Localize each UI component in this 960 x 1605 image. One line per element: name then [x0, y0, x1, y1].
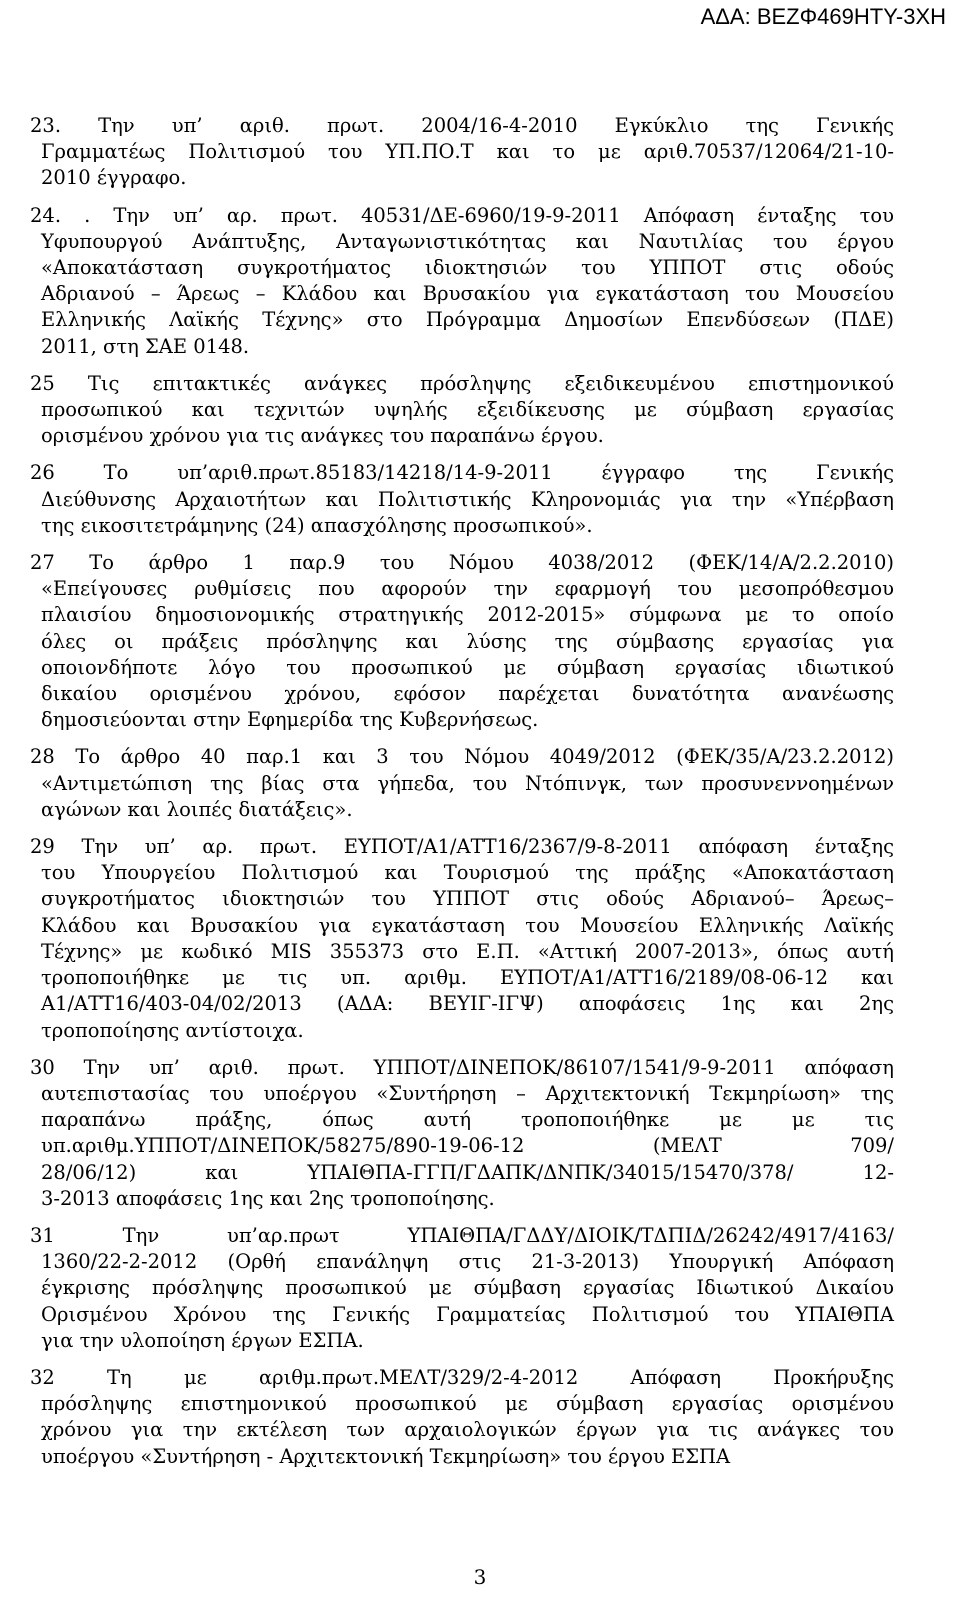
- item-line: πρόσληψης επιστημονικού προσωπικού με σύμβαση εργασίας ορισμένου: [41, 1392, 894, 1416]
- item-line: πλαισίου δημοσιονομικής στρατηγικής 2012-2015» σύμφωνα με το οποίο: [41, 603, 894, 627]
- item-line: Α1/ΑΤΤ16/403-04/02/2013 (ΑΔΑ: ΒΕΥΙΓ-ΙΓΨ) αποφάσεις 1ης και 2ης: [41, 992, 894, 1016]
- item-line: τροποποιήθηκε με τις υπ. αριθμ. ΕΥΠΟΤ/Α1/ΑΤΤ16/2189/08-06-12 και: [41, 966, 894, 990]
- item-line: τροποποίησης αντίστοιχα.: [41, 1018, 304, 1042]
- item-line: 28/06/12) και ΥΠΑΙΘΠΑ-ΓΓΠ/ΓΔΑΠΚ/ΔΝΠΚ/34015/15470/378/ 12-: [41, 1160, 894, 1184]
- item-first-line: 24. . Την υπ’ αρ. πρωτ. 40531/ΔΕ-6960/19-9-2011 Απόφαση ένταξης του: [30, 203, 894, 227]
- item-line: «Αντιμετώπιση της βίας στα γήπεδα, του Ντόπινγκ, των προσυνεννοημένων: [41, 771, 894, 795]
- item-line: Ελληνικής Λαϊκής Τέχνης» στο Πρόγραμμα Δημοσίων Επενδύσεων (ΠΔΕ): [41, 308, 894, 332]
- numbered-item: [30, 371, 894, 450]
- numbered-item: [30, 744, 894, 823]
- item-line: έγκρισης πρόσληψης προσωπικού με σύμβαση εργασίας Ιδιωτικού Δικαίου: [41, 1276, 894, 1300]
- item-line: Γραμματέως Πολιτισμού του ΥΠ.ΠΟ.Τ και το με αριθ.70537/12064/21-10-: [41, 140, 894, 164]
- item-line: δημοσιεύονται στην Εφημερίδα της Κυβερνήσεως.: [41, 708, 539, 732]
- item-line: οποιονδήποτε λόγο του προσωπικού με σύμβαση εργασίας ιδιωτικού: [41, 655, 894, 679]
- numbered-item: [30, 203, 894, 360]
- item-line: υπ.αριθμ.ΥΠΠΟΤ/ΔΙΝΕΠΟΚ/58275/890-19-06-12 (ΜΕΛΤ 709/: [41, 1134, 894, 1158]
- item-line: 2010 έγγραφο.: [41, 166, 187, 190]
- item-line: της εικοσιτετράμηνης (24) απασχόλησης προσωπικού».: [41, 513, 593, 537]
- item-line: χρόνου για την εκτέλεση των αρχαιολογικών έργων για τις ανάγκες του: [41, 1418, 894, 1442]
- item-line: αγώνων και λοιπές διατάξεις».: [41, 797, 353, 821]
- document-body: [30, 113, 894, 1481]
- item-line: «Αποκατάσταση συγκροτήματος ιδιοκτησιών του ΥΠΠΟΤ στις οδούς: [41, 256, 894, 280]
- numbered-item: [30, 1223, 894, 1354]
- item-line: δικαίου ορισμένου χρόνου, εφόσον παρέχεται δυνατότητα ανανέωσης: [41, 682, 894, 706]
- item-line: Διεύθυνσης Αρχαιοτήτων και Πολιτιστικής Κληρονομιάς για την «Υπέρβαση: [41, 487, 894, 511]
- item-line: Αδριανού – Άρεως – Κλάδου και Βρυσακίου για εγκατάσταση του Μουσείου: [41, 282, 894, 306]
- item-line: Τέχνης» με κωδικό MIS 355373 στο Ε.Π. «Αττική 2007-2013», όπως αυτή: [41, 939, 894, 963]
- item-line: Υφυπουργού Ανάπτυξης, Ανταγωνιστικότητας και Ναυτιλίας του έργου: [41, 229, 894, 253]
- page-number: 3: [473, 1565, 487, 1589]
- numbered-item: [30, 1055, 894, 1212]
- item-first-line: 25 Τις επιτακτικές ανάγκες πρόσληψης εξειδικευμένου επιστημονικού: [30, 371, 894, 395]
- item-line: παραπάνω πράξης, όπως αυτή τροποποιήθηκε με με τις: [41, 1108, 894, 1132]
- numbered-item: [30, 550, 894, 733]
- item-line: συγκροτήματος ιδιοκτησιών του ΥΠΠΟΤ στις οδούς Αδριανού– Άρεως–: [41, 887, 894, 911]
- item-line: 1360/22-2-2012 (Ορθή επανάληψη στις 21-3-2013) Υπουργική Απόφαση: [41, 1250, 894, 1274]
- item-line: προσωπικού και τεχνιτών υψηλής εξειδίκευσης με σύμβαση εργασίας: [41, 398, 894, 422]
- item-first-line: 23. Την υπ’ αριθ. πρωτ. 2004/16-4-2010 Εγκύκλιο της Γενικής: [30, 114, 894, 137]
- item-line: για την υλοποίηση έργων ΕΣΠΑ.: [41, 1328, 364, 1352]
- item-line: Ορισμένου Χρόνου της Γενικής Γραμματείας Πολιτισμού του ΥΠΑΙΘΠΑ: [41, 1302, 894, 1326]
- numbered-item: [30, 1365, 894, 1470]
- numbered-item: [30, 460, 894, 539]
- item-line: υποέργου «Συντήρηση - Αρχιτεκτονική Τεκμηρίωση» του έργου ΕΣΠΑ: [41, 1444, 731, 1468]
- item-line: 2011, στη ΣΑΕ 0148.: [41, 334, 250, 358]
- item-first-line: 30 Την υπ’ αριθ. πρωτ. ΥΠΠΟΤ/ΔΙΝΕΠΟΚ/86107/1541/9-9-2011 απόφαση: [30, 1055, 894, 1079]
- item-first-line: 27 Το άρθρο 1 παρ.9 του Νόμου 4038/2012 (ΦΕΚ/14/Α/2.2.2010): [30, 551, 894, 575]
- item-line: Κλάδου και Βρυσακίου για εγκατάσταση του Μουσείου Ελληνικής Λαϊκής: [41, 913, 894, 937]
- item-line: «Επείγουσες ρυθμίσεις που αφορούν την εφαρμογή του μεσοπρόθεσμου: [41, 577, 894, 601]
- item-first-line: 29 Την υπ’ αρ. πρωτ. ΕΥΠΟΤ/Α1/ΑΤΤ16/2367/9-8-2011 απόφαση ένταξης: [30, 835, 894, 859]
- item-first-line: 28 Το άρθρο 40 παρ.1 και 3 του Νόμου 4049/2012 (ΦΕΚ/35/Α/23.2.2012): [30, 745, 894, 769]
- item-line: ορισμένου χρόνου για τις ανάγκες του παραπάνω έργου.: [41, 424, 604, 448]
- numbered-item: [30, 113, 894, 192]
- ada-code: ΑΔΑ: ΒΕΖΦ469ΗΤΥ-3ΧΗ: [700, 4, 946, 29]
- item-first-line: 32 Τη με αριθμ.πρωτ.ΜΕΛΤ/329/2-4-2012 Απόφαση Προκήρυξης: [30, 1365, 894, 1389]
- item-line: 3-2013 αποφάσεις 1ης και 2ης τροποποίησης.: [41, 1186, 495, 1210]
- item-line: όλες οι πράξεις πρόσληψης και λύσης της σύμβασης εργασίας για: [41, 629, 894, 653]
- item-line: του Υπουργείου Πολιτισμού και Τουρισμού της πράξης «Αποκατάσταση: [41, 861, 894, 885]
- item-first-line: 31 Την υπ’αρ.πρωτ ΥΠΑΙΘΠΑ/ΓΔΔΥ/ΔΙΟΙΚ/ΤΔΠΙΔ/26242/4917/4163/: [30, 1223, 894, 1247]
- item-line: αυτεπιστασίας του υποέργου «Συντήρηση – Αρχιτεκτονική Τεκμηρίωση» της: [41, 1081, 894, 1105]
- item-first-line: 26 Το υπ’αριθ.πρωτ.85183/14218/14-9-2011 έγγραφο της Γενικής: [30, 461, 894, 485]
- numbered-item: [30, 834, 894, 1044]
